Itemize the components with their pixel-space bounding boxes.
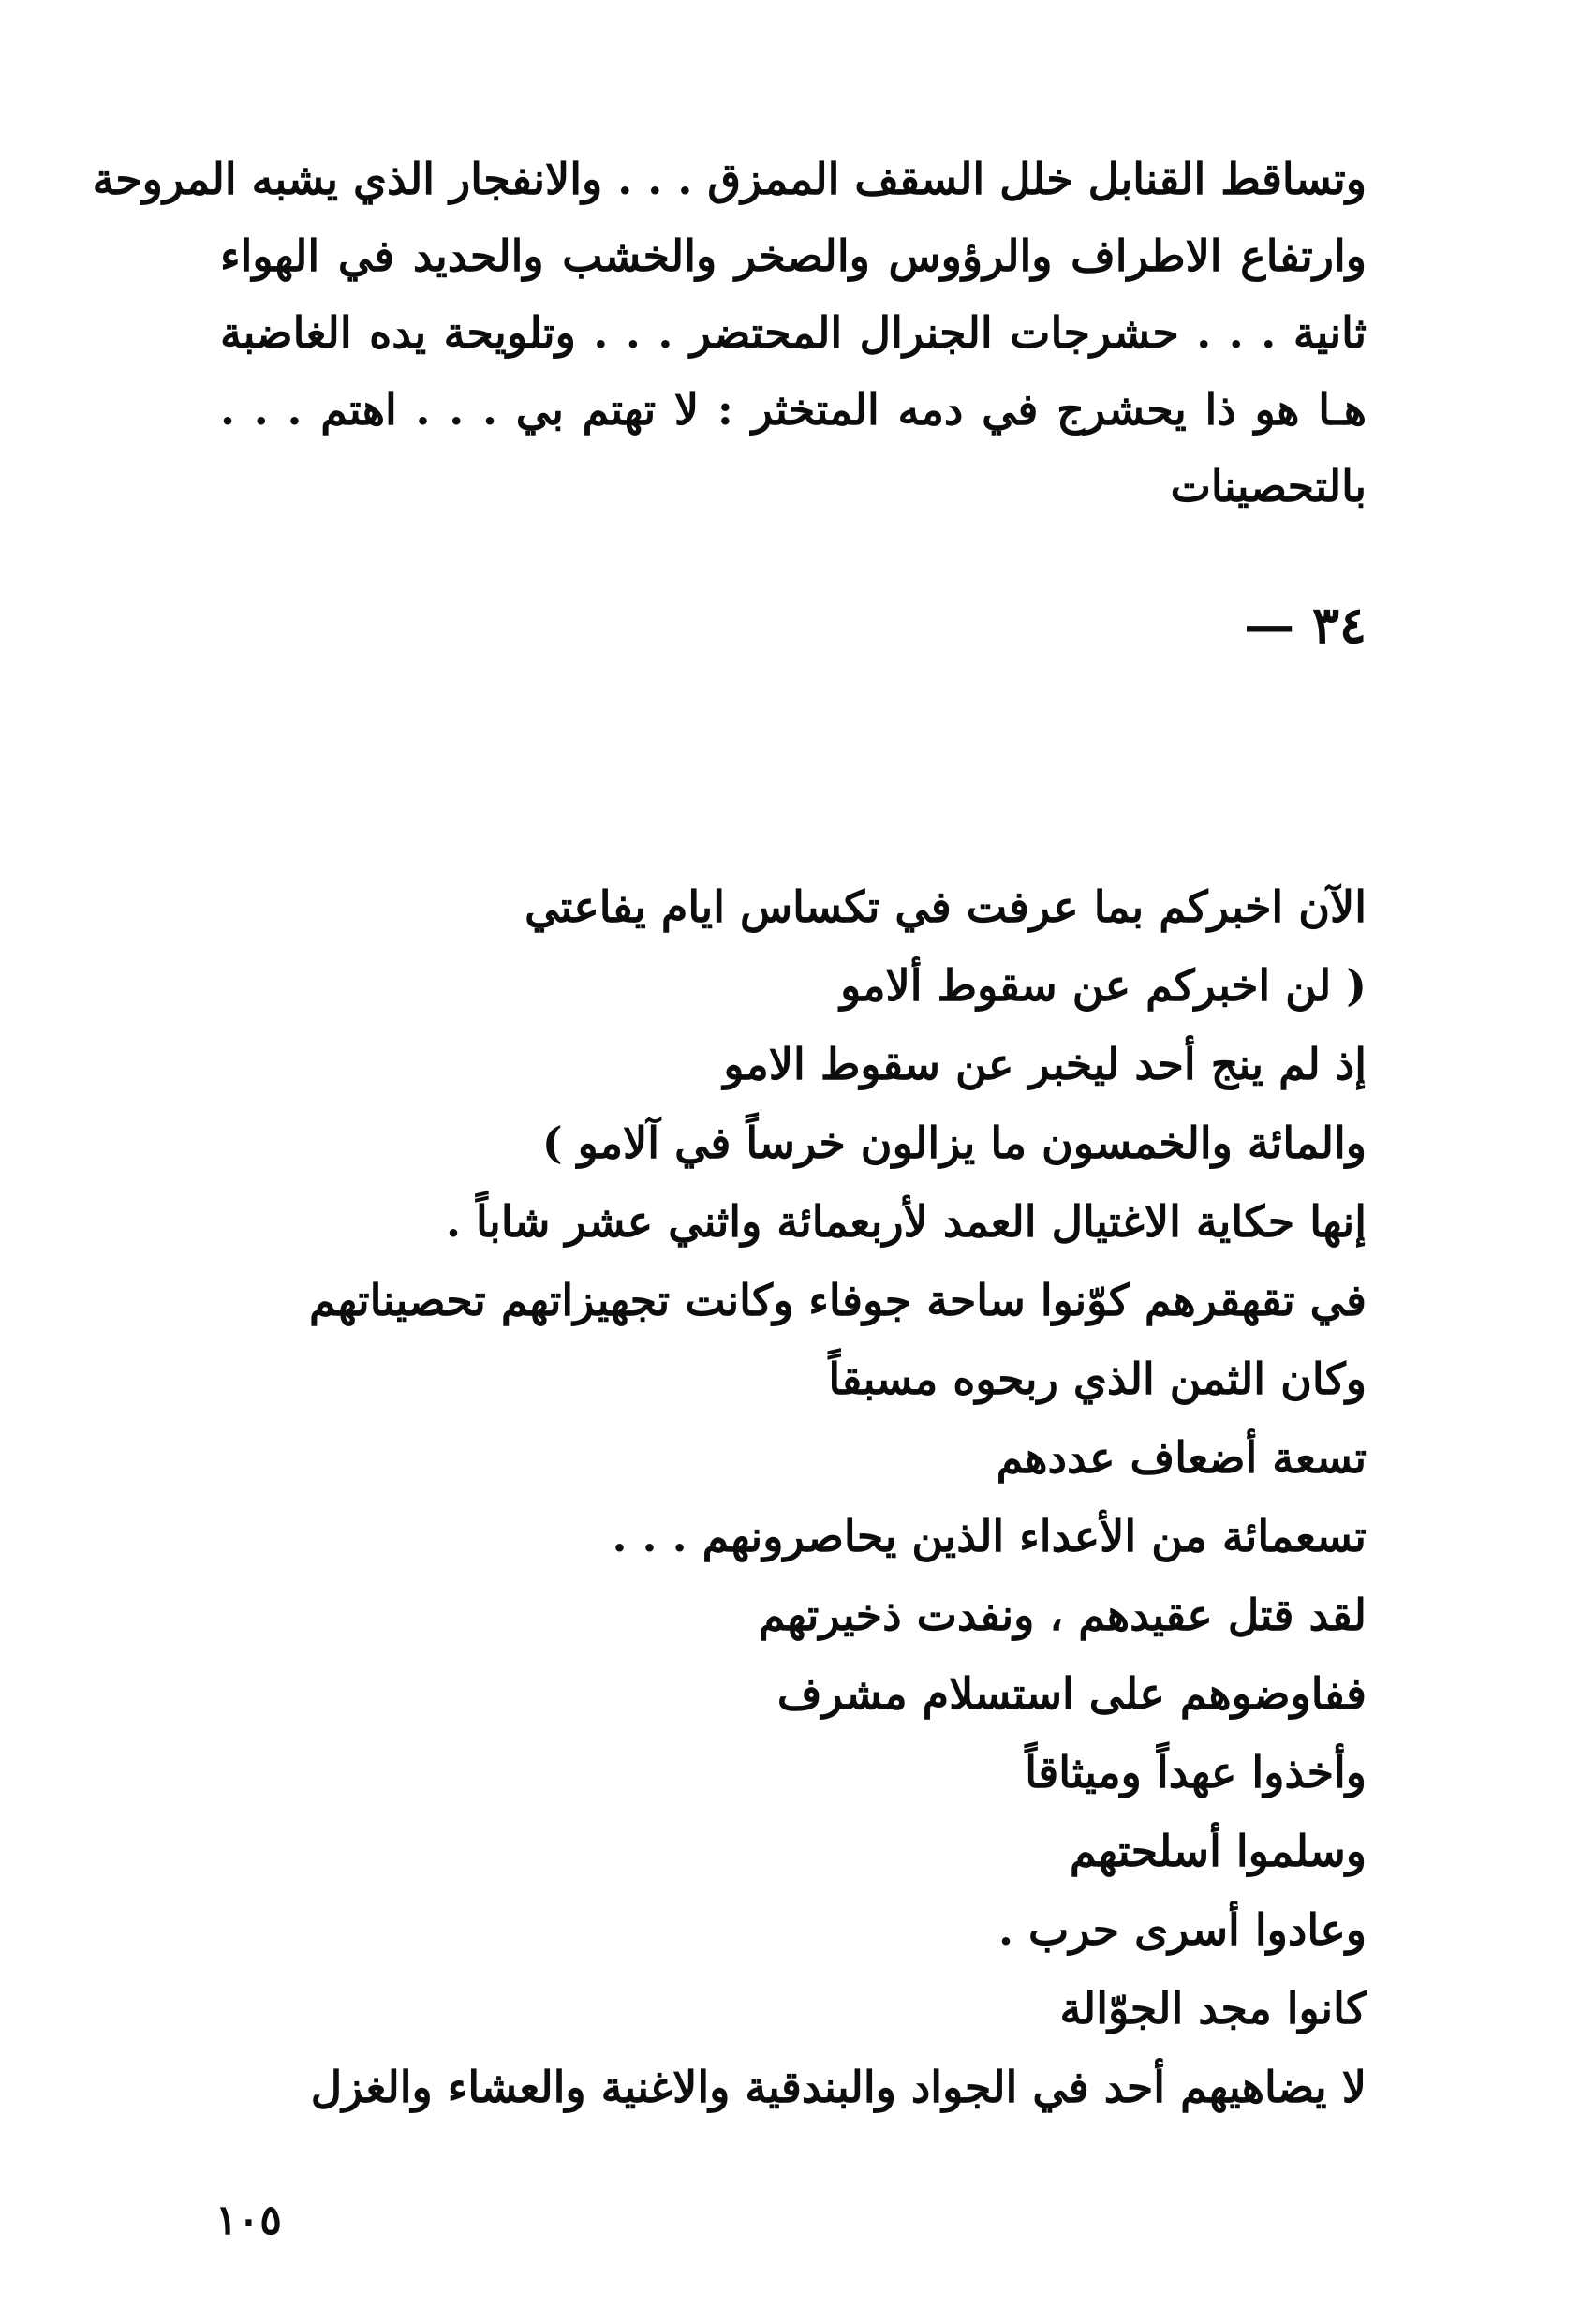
prose-line-4: هـا هو ذا يحشرج في دمه المتخثر : لا تهتم بي . . . اهتم . . . — [220, 384, 1367, 435]
poem-line-5: إنها حكاية الاغتيال العمد لأربعمائة واثني عشر شاباً . — [445, 1196, 1367, 1247]
poem-line-2: ( لن اخبركم عن سقوط ألامو — [840, 960, 1367, 1011]
prose-line-5: بالتحصينات — [1170, 461, 1367, 511]
section-number: ٣٤ — — [1244, 595, 1367, 655]
poem-line-7: وكان الثمن الذي ربحوه مسبقاً — [828, 1354, 1367, 1404]
prose-line-3: ثانية . . . حشرجات الجنرال المحتضر . . . وتلويحة يده الغاضبة — [220, 307, 1367, 358]
poem-line-12: وأخذوا عهداً وميثاقاً — [1025, 1747, 1367, 1798]
prose-line-2: وارتفاع الاطراف والرؤوس والصخر والخشب والحديد في الهواء — [220, 230, 1367, 281]
poem-line-6: في تقهقرهم كوّنوا ساحة جوفاء وكانت تجهيزاتهم تحصيناتهم — [309, 1275, 1367, 1325]
poem-line-3: إذ لم ينج أحد ليخبر عن سقوط الامو — [723, 1039, 1367, 1089]
poem-line-9: تسعمائة من الأعداء الذين يحاصرونهم . . . — [612, 1511, 1367, 1561]
poem-line-11: ففاوضوهم على استسلام مشرف — [776, 1668, 1367, 1719]
page-number: ١٠٥ — [215, 2197, 282, 2244]
poem-line-16: لا يضاهيهم أحد في الجواد والبندقية والاغنية والعشاء والغزل — [310, 2062, 1367, 2112]
poem-line-8: تسعة أضعاف عددهم — [996, 1432, 1367, 1483]
poem-line-10: لقد قتل عقيدهم ، ونفدت ذخيرتهم — [758, 1590, 1367, 1640]
poem-line-15: كانوا مجد الجوّالة — [1059, 1983, 1367, 2034]
poem-line-1: الآن اخبركم بما عرفت في تكساس ايام يفاعتي — [525, 881, 1367, 932]
poem-line-13: وسلموا أسلحتهم — [1069, 1826, 1367, 1876]
prose-line-1: وتساقط القنابل خلل السقف الممزق . . . والانفجار الذي يشبه المروحة — [92, 154, 1367, 204]
poem-line-4: والمائة والخمسون ما يزالون خرساً في آلامو ) — [541, 1117, 1367, 1168]
poem-line-14: وعادوا أسرى حرب . — [998, 1904, 1367, 1955]
